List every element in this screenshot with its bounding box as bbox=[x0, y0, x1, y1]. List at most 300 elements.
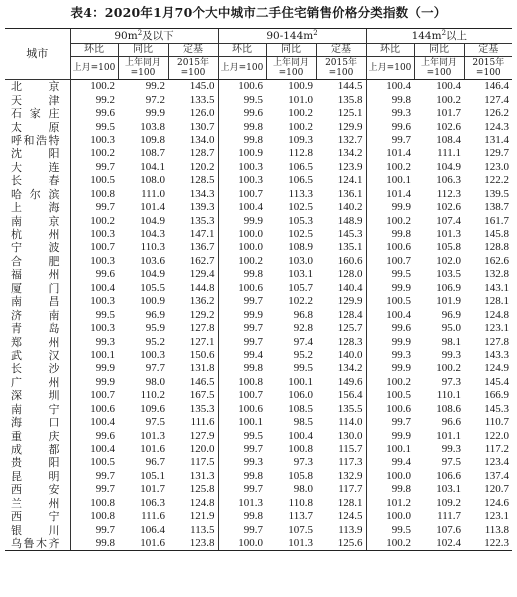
table-row bbox=[5, 322, 512, 335]
header-fixed-base: 定基 bbox=[316, 44, 366, 57]
index-large-yoy-cell: 99.3 bbox=[441, 443, 462, 456]
index-large-mom-cell: 100.1 bbox=[366, 174, 414, 187]
index-large-fixed-cell: 146.4 bbox=[484, 80, 510, 93]
index-medium-yoy-cell: 109.3 bbox=[288, 133, 314, 146]
index-large-mom-cell: 100.1 bbox=[366, 443, 414, 456]
index-medium-fixed-cell: 140.4 bbox=[337, 281, 363, 294]
index-large-mom-cell: 99.5 bbox=[366, 523, 414, 536]
index-small-fixed-cell: 127.1 bbox=[189, 335, 215, 348]
index-small-mom-cell: 100.8 bbox=[70, 497, 118, 510]
index-small-fixed-cell: 125.8 bbox=[189, 483, 215, 496]
index-small-yoy-cell: 111.0 bbox=[141, 187, 165, 200]
index-medium-yoy-cell: 102.2 bbox=[288, 295, 314, 308]
index-small-fixed-cell: 117.5 bbox=[190, 456, 215, 469]
index-small-mom-cell: 100.4 bbox=[70, 416, 118, 429]
index-large-yoy-cell: 104.9 bbox=[436, 160, 462, 173]
index-small-mom-cell: 100.8 bbox=[70, 510, 118, 523]
index-small-yoy-cell: 105.1 bbox=[140, 469, 165, 482]
index-small-yoy-cell: 101.7 bbox=[140, 483, 165, 496]
index-small-mom-cell: 100.2 bbox=[70, 80, 118, 94]
index-small-fixed-cell: 129.2 bbox=[189, 308, 215, 321]
index-small-mom-cell: 100.3 bbox=[70, 255, 118, 268]
index-medium-yoy-cell: 96.8 bbox=[293, 308, 314, 321]
index-medium-fixed-cell: 125.6 bbox=[316, 537, 366, 551]
index-small-yoy-cell: 103.8 bbox=[140, 120, 165, 133]
group-header-large: $144m^2$以上 bbox=[366, 29, 512, 44]
city-name-cell: 沈 阳 bbox=[11, 147, 60, 161]
index-small-mom-cell: 100.3 bbox=[70, 228, 118, 241]
table-row bbox=[5, 255, 512, 268]
index-small-fixed-cell: 131.8 bbox=[189, 362, 215, 375]
table-row bbox=[5, 120, 512, 133]
index-large-yoy-cell: 100.2 bbox=[436, 362, 462, 375]
index-large-fixed-cell: 128.1 bbox=[484, 295, 510, 308]
index-large-yoy-cell: 99.3 bbox=[441, 348, 462, 361]
index-small-mom-cell: 100.1 bbox=[70, 349, 118, 362]
city-column-header: 城市 bbox=[5, 29, 70, 80]
index-medium-fixed-cell: 125.7 bbox=[337, 322, 363, 335]
index-small-yoy-cell: 110.3 bbox=[140, 241, 165, 254]
city-name-cell: 济 南 bbox=[11, 308, 60, 322]
price-index-table bbox=[5, 28, 512, 551]
index-medium-yoy-cell: 105.7 bbox=[288, 281, 314, 294]
index-large-yoy-cell: 101.3 bbox=[436, 228, 462, 241]
index-small-mom-cell: 100.4 bbox=[70, 443, 118, 456]
index-small-yoy-cell: 104.9 bbox=[140, 214, 165, 227]
index-medium-mom-cell: 99.8 bbox=[218, 134, 266, 147]
index-medium-mom-cell: 100.7 bbox=[218, 188, 266, 201]
index-small-yoy-cell: 99.9 bbox=[145, 107, 165, 120]
index-large-fixed-cell: 145.8 bbox=[484, 228, 510, 241]
index-small-fixed-cell: 134.3 bbox=[189, 187, 215, 200]
index-large-yoy-cell: 95.0 bbox=[441, 322, 462, 335]
index-large-fixed-cell: 127.8 bbox=[484, 335, 510, 348]
table-row bbox=[5, 483, 512, 496]
index-large-fixed-cell: 122.2 bbox=[484, 174, 510, 187]
index-small-mom-cell: 100.3 bbox=[70, 322, 118, 335]
index-small-yoy-cell: 105.5 bbox=[140, 281, 165, 294]
index-small-yoy-cell: 97.7 bbox=[145, 362, 165, 375]
index-medium-yoy-cell: 100.1 bbox=[288, 375, 314, 388]
table-row bbox=[5, 510, 512, 523]
index-large-mom-cell: 100.2 bbox=[366, 161, 414, 174]
city-name-cell: 福 州 bbox=[11, 268, 60, 282]
index-medium-mom-cell: 100.0 bbox=[218, 241, 266, 254]
city-name-cell: 合 肥 bbox=[11, 254, 60, 268]
index-medium-yoy-cell: 112.8 bbox=[288, 147, 314, 160]
index-small-mom-cell: 99.7 bbox=[70, 161, 118, 174]
table-row bbox=[5, 161, 512, 174]
table-row bbox=[5, 107, 512, 120]
index-small-mom-cell: 99.3 bbox=[70, 335, 118, 348]
table-row bbox=[5, 497, 512, 510]
index-medium-fixed-cell: 134.2 bbox=[337, 147, 363, 160]
index-medium-yoy-cell: 97.4 bbox=[293, 335, 314, 348]
city-name-cell: 昆 明 bbox=[11, 469, 60, 483]
table-row bbox=[5, 228, 512, 241]
index-large-mom-cell: 100.2 bbox=[366, 214, 414, 227]
index-small-yoy-cell: 108.7 bbox=[140, 147, 165, 160]
index-medium-mom-cell: 99.7 bbox=[218, 483, 266, 496]
city-name-cell: 贵 阳 bbox=[11, 456, 60, 470]
table-row bbox=[5, 537, 512, 551]
table-row bbox=[5, 389, 512, 402]
header-yoy: 同比 bbox=[118, 44, 168, 57]
index-medium-yoy-cell: 106.5 bbox=[288, 174, 314, 187]
index-medium-yoy-cell: 103.0 bbox=[288, 254, 314, 267]
basis-yoy: 上年同月=100 bbox=[414, 57, 464, 80]
index-medium-fixed-cell: 135.8 bbox=[337, 93, 363, 106]
index-small-mom-cell: 99.6 bbox=[70, 107, 118, 120]
index-small-fixed-cell: 144.8 bbox=[189, 281, 215, 294]
index-small-mom-cell: 100.3 bbox=[70, 134, 118, 147]
index-medium-mom-cell: 100.6 bbox=[218, 282, 266, 295]
index-small-yoy-cell: 103.6 bbox=[140, 254, 165, 267]
city-name-cell: 太 原 bbox=[11, 120, 60, 134]
index-small-mom-cell: 99.6 bbox=[70, 268, 118, 281]
index-small-yoy-cell: 104.3 bbox=[140, 228, 165, 241]
index-large-fixed-cell: 123.0 bbox=[484, 160, 510, 173]
index-small-mom-cell: 99.8 bbox=[70, 537, 118, 551]
index-large-yoy-cell: 110.1 bbox=[436, 389, 462, 402]
index-large-mom-cell: 101.4 bbox=[366, 188, 414, 201]
index-medium-mom-cell: 99.7 bbox=[218, 322, 266, 335]
index-large-mom-cell: 99.9 bbox=[366, 282, 414, 295]
city-name-cell: 南 宁 bbox=[11, 402, 60, 416]
city-name-cell: 乌鲁木齐 bbox=[5, 537, 70, 551]
index-medium-mom-cell: 100.6 bbox=[218, 403, 266, 416]
city-name-cell: 成 都 bbox=[11, 443, 60, 457]
basis-fixed: 2015年=100 bbox=[464, 57, 512, 80]
index-medium-mom-cell: 99.9 bbox=[218, 308, 266, 321]
index-medium-yoy-cell: 92.8 bbox=[293, 322, 314, 335]
index-medium-yoy-cell: 113.7 bbox=[288, 510, 314, 523]
index-large-mom-cell: 99.6 bbox=[366, 322, 414, 335]
index-small-mom-cell: 99.7 bbox=[70, 483, 118, 496]
index-large-fixed-cell: 145.4 bbox=[484, 375, 510, 388]
index-medium-fixed-cell: 132.9 bbox=[337, 469, 363, 482]
index-small-fixed-cell: 128.5 bbox=[189, 174, 215, 187]
index-large-yoy-cell: 108.6 bbox=[436, 402, 462, 415]
index-small-yoy-cell: 100.9 bbox=[140, 295, 165, 308]
index-small-fixed-cell: 111.6 bbox=[190, 416, 215, 429]
city-name-cell: 上 海 bbox=[11, 201, 60, 215]
city-name-cell: 北 京 bbox=[11, 80, 60, 94]
index-medium-mom-cell: 99.8 bbox=[218, 510, 266, 523]
index-medium-fixed-cell: 113.9 bbox=[338, 523, 363, 536]
basis-fixed: 2015年=100 bbox=[168, 57, 218, 80]
index-small-mom-cell: 99.9 bbox=[70, 362, 118, 375]
index-small-yoy-cell: 96.7 bbox=[145, 456, 165, 469]
index-large-fixed-cell: 124.3 bbox=[484, 120, 510, 133]
city-name-cell: 天 津 bbox=[11, 93, 60, 107]
table-row bbox=[5, 523, 512, 536]
index-large-yoy-cell: 101.9 bbox=[436, 295, 462, 308]
table-row bbox=[5, 416, 512, 429]
index-medium-fixed-cell: 128.4 bbox=[337, 308, 363, 321]
index-medium-yoy-cell: 100.8 bbox=[288, 443, 314, 456]
index-large-yoy-cell: 109.2 bbox=[436, 496, 462, 509]
index-medium-mom-cell: 99.9 bbox=[218, 214, 266, 227]
index-medium-mom-cell: 99.8 bbox=[218, 120, 266, 133]
index-small-yoy-cell: 106.3 bbox=[140, 496, 165, 509]
index-medium-mom-cell: 100.0 bbox=[218, 537, 266, 551]
table-row bbox=[5, 93, 512, 106]
index-medium-fixed-cell: 135.5 bbox=[337, 402, 363, 415]
index-large-yoy-cell: 103.1 bbox=[436, 483, 462, 496]
index-medium-mom-cell: 99.5 bbox=[218, 429, 266, 442]
index-medium-yoy-cell: 98.5 bbox=[293, 416, 314, 429]
basis-mom: 上月=100 bbox=[366, 57, 414, 80]
index-medium-fixed-cell: 160.6 bbox=[337, 254, 363, 267]
index-large-fixed-cell: 110.7 bbox=[484, 416, 510, 429]
index-medium-mom-cell: 100.2 bbox=[218, 255, 266, 268]
index-small-yoy-cell: 108.0 bbox=[140, 174, 165, 187]
index-medium-yoy-cell: 106.0 bbox=[288, 389, 314, 402]
index-medium-mom-cell: 99.7 bbox=[218, 335, 266, 348]
index-small-mom-cell: 100.5 bbox=[70, 174, 118, 187]
index-small-fixed-cell: 150.6 bbox=[189, 348, 215, 361]
city-name-cell: 重 庆 bbox=[11, 429, 60, 443]
city-name-cell: 呼和浩特 bbox=[11, 133, 60, 147]
city-name-cell: 郑 州 bbox=[11, 335, 60, 349]
index-small-mom-cell: 100.7 bbox=[70, 241, 118, 254]
index-large-mom-cell: 100.6 bbox=[366, 241, 414, 254]
index-small-mom-cell: 99.6 bbox=[70, 429, 118, 442]
city-name-cell: 宁 波 bbox=[11, 241, 60, 255]
city-name-cell: 青 岛 bbox=[11, 322, 60, 336]
index-large-fixed-cell: 131.4 bbox=[484, 133, 510, 146]
index-large-yoy-cell: 102.6 bbox=[436, 120, 462, 133]
index-large-fixed-cell: 117.2 bbox=[484, 443, 510, 456]
index-small-mom-cell: 99.5 bbox=[70, 120, 118, 133]
city-name-cell: 深 圳 bbox=[11, 389, 60, 403]
index-large-yoy-cell: 102.6 bbox=[436, 201, 462, 214]
index-large-yoy-cell: 106.9 bbox=[436, 281, 462, 294]
table-row bbox=[5, 403, 512, 416]
index-large-fixed-cell: 124.6 bbox=[484, 496, 510, 509]
header-yoy: 同比 bbox=[266, 44, 316, 57]
index-small-fixed-cell: 123.8 bbox=[168, 537, 218, 551]
city-name-cell: 杭 州 bbox=[11, 228, 60, 242]
index-large-mom-cell: 100.7 bbox=[366, 255, 414, 268]
index-large-fixed-cell: 122.0 bbox=[484, 429, 510, 442]
index-medium-mom-cell: 100.8 bbox=[218, 376, 266, 389]
index-small-mom-cell: 99.7 bbox=[70, 470, 118, 483]
header-mom: 环比 bbox=[366, 44, 414, 57]
index-large-mom-cell: 100.0 bbox=[366, 510, 414, 523]
index-small-yoy-cell: 97.5 bbox=[145, 416, 165, 429]
index-medium-yoy-cell: 102.5 bbox=[288, 228, 314, 241]
index-medium-yoy-cell: 106.5 bbox=[288, 160, 314, 173]
city-name-cell: 石 家 庄 bbox=[11, 107, 60, 121]
index-large-mom-cell: 99.5 bbox=[366, 268, 414, 281]
index-medium-fixed-cell: 114.0 bbox=[338, 416, 363, 429]
index-medium-fixed-cell: 129.9 bbox=[337, 295, 363, 308]
index-small-yoy-cell: 111.6 bbox=[141, 510, 165, 523]
index-large-fixed-cell: 139.5 bbox=[484, 187, 510, 200]
index-medium-fixed-cell: 140.2 bbox=[337, 201, 363, 214]
table-row bbox=[5, 214, 512, 227]
index-small-fixed-cell: 139.3 bbox=[189, 201, 215, 214]
index-small-yoy-cell: 106.4 bbox=[140, 523, 165, 536]
index-medium-mom-cell: 100.7 bbox=[218, 389, 266, 402]
index-large-yoy-cell: 101.1 bbox=[436, 429, 462, 442]
index-large-fixed-cell: 123.4 bbox=[484, 456, 510, 469]
index-small-yoy-cell: 104.9 bbox=[140, 268, 165, 281]
index-medium-yoy-cell: 101.0 bbox=[288, 93, 314, 106]
city-name-cell: 银 川 bbox=[11, 523, 60, 537]
index-large-fixed-cell: 143.1 bbox=[484, 281, 510, 294]
city-name-cell: 西 安 bbox=[11, 483, 60, 497]
index-large-fixed-cell: 128.8 bbox=[484, 241, 510, 254]
index-large-fixed-cell: 123.1 bbox=[484, 510, 510, 523]
index-small-yoy-cell: 101.6 bbox=[140, 443, 165, 456]
index-large-mom-cell: 100.4 bbox=[366, 80, 414, 94]
index-large-fixed-cell: 138.7 bbox=[484, 201, 510, 214]
table-row bbox=[5, 429, 512, 442]
index-large-fixed-cell: 145.3 bbox=[484, 402, 510, 415]
index-small-fixed-cell: 127.8 bbox=[189, 322, 215, 335]
index-large-mom-cell: 101.2 bbox=[366, 497, 414, 510]
index-large-yoy-cell: 97.5 bbox=[441, 456, 462, 469]
index-medium-fixed-cell: 156.4 bbox=[337, 389, 363, 402]
index-medium-mom-cell: 99.6 bbox=[218, 107, 266, 120]
table-row bbox=[5, 295, 512, 308]
index-medium-yoy-cell: 108.9 bbox=[288, 241, 314, 254]
index-medium-mom-cell: 100.9 bbox=[218, 147, 266, 160]
index-large-fixed-cell: 123.1 bbox=[484, 322, 510, 335]
header-mom: 环比 bbox=[70, 44, 118, 57]
index-small-fixed-cell: 131.3 bbox=[189, 469, 215, 482]
index-small-yoy-cell: 101.6 bbox=[118, 537, 168, 551]
index-large-yoy-cell: 105.8 bbox=[436, 241, 462, 254]
index-large-mom-cell: 99.9 bbox=[366, 429, 414, 442]
index-large-mom-cell: 100.2 bbox=[366, 376, 414, 389]
city-name-cell: 广 州 bbox=[11, 375, 60, 389]
index-small-fixed-cell: 133.5 bbox=[189, 93, 215, 106]
index-large-mom-cell: 99.6 bbox=[366, 120, 414, 133]
index-medium-fixed-cell: 135.1 bbox=[337, 241, 363, 254]
table-row bbox=[5, 174, 512, 187]
index-small-yoy-cell: 110.2 bbox=[140, 389, 165, 402]
basis-mom: 上月=100 bbox=[218, 57, 266, 80]
index-medium-mom-cell: 100.6 bbox=[218, 80, 266, 94]
index-small-fixed-cell: 128.7 bbox=[189, 147, 215, 160]
index-small-mom-cell: 99.7 bbox=[70, 523, 118, 536]
index-large-yoy-cell: 100.4 bbox=[436, 80, 462, 93]
index-medium-fixed-cell: 145.3 bbox=[337, 228, 363, 241]
index-large-fixed-cell: 124.9 bbox=[484, 362, 510, 375]
index-small-yoy-cell: 95.9 bbox=[145, 322, 165, 335]
basis-mom: 上月=100 bbox=[70, 57, 118, 80]
index-medium-fixed-cell: 125.1 bbox=[337, 107, 363, 120]
index-medium-fixed-cell: 132.7 bbox=[337, 133, 363, 146]
index-large-mom-cell: 99.9 bbox=[366, 362, 414, 375]
index-medium-yoy-cell: 105.3 bbox=[288, 214, 314, 227]
index-large-yoy-cell: 101.7 bbox=[436, 107, 462, 120]
index-medium-mom-cell: 99.7 bbox=[218, 295, 266, 308]
index-large-yoy-cell: 107.4 bbox=[436, 214, 462, 227]
city-name-cell: 南 昌 bbox=[11, 295, 60, 309]
index-medium-yoy-cell: 99.5 bbox=[293, 362, 314, 375]
index-large-yoy-cell: 97.3 bbox=[441, 375, 462, 388]
index-medium-fixed-cell: 124.1 bbox=[337, 174, 363, 187]
index-large-mom-cell: 100.2 bbox=[366, 537, 414, 551]
index-small-yoy-cell: 101.3 bbox=[140, 429, 165, 442]
index-small-fixed-cell: 146.5 bbox=[189, 375, 215, 388]
index-small-fixed-cell: 121.9 bbox=[189, 510, 215, 523]
index-small-yoy-cell: 104.1 bbox=[140, 160, 165, 173]
index-small-yoy-cell: 97.2 bbox=[145, 93, 165, 106]
index-small-mom-cell: 99.7 bbox=[70, 201, 118, 214]
index-small-yoy-cell: 109.6 bbox=[140, 402, 165, 415]
index-medium-fixed-cell: 140.0 bbox=[337, 348, 363, 361]
index-medium-yoy-cell: 105.8 bbox=[288, 469, 314, 482]
index-large-mom-cell: 100.0 bbox=[366, 470, 414, 483]
index-large-yoy-cell: 100.2 bbox=[436, 93, 462, 106]
table-row bbox=[5, 147, 512, 160]
group-header-small: $90m^2$及以下 bbox=[70, 29, 218, 44]
index-large-fixed-cell: 124.8 bbox=[484, 308, 510, 321]
basis-fixed: 2015年=100 bbox=[316, 57, 366, 80]
city-name-cell: 西 宁 bbox=[11, 510, 60, 524]
table-row bbox=[5, 282, 512, 295]
index-medium-fixed-cell: 148.9 bbox=[337, 214, 363, 227]
table-row bbox=[5, 241, 512, 254]
table-row bbox=[5, 349, 512, 362]
index-medium-fixed-cell: 128.1 bbox=[337, 496, 363, 509]
index-large-fixed-cell: 129.7 bbox=[484, 147, 510, 160]
header-fixed-base: 定基 bbox=[168, 44, 218, 57]
index-medium-yoy-cell: 107.5 bbox=[288, 523, 314, 536]
index-large-yoy-cell: 108.4 bbox=[436, 133, 462, 146]
index-medium-fixed-cell: 115.7 bbox=[338, 443, 363, 456]
index-medium-fixed-cell: 128.0 bbox=[337, 268, 363, 281]
index-small-fixed-cell: 129.4 bbox=[189, 268, 215, 281]
table-row bbox=[5, 268, 512, 281]
index-medium-mom-cell: 99.4 bbox=[218, 349, 266, 362]
index-large-yoy-cell: 111.1 bbox=[437, 147, 462, 160]
index-medium-mom-cell: 100.3 bbox=[218, 174, 266, 187]
index-large-fixed-cell: 166.9 bbox=[484, 389, 510, 402]
index-medium-mom-cell: 100.0 bbox=[218, 228, 266, 241]
index-medium-yoy-cell: 108.5 bbox=[288, 402, 314, 415]
city-name-cell: 哈 尔 滨 bbox=[11, 187, 60, 201]
index-medium-fixed-cell: 149.6 bbox=[337, 375, 363, 388]
index-small-mom-cell: 100.8 bbox=[70, 188, 118, 201]
index-small-fixed-cell: 130.7 bbox=[189, 120, 215, 133]
table-row bbox=[5, 362, 512, 375]
index-medium-mom-cell: 99.7 bbox=[218, 523, 266, 536]
index-large-mom-cell: 101.4 bbox=[366, 147, 414, 160]
index-large-fixed-cell: 162.6 bbox=[484, 254, 510, 267]
index-medium-yoy-cell: 100.9 bbox=[288, 80, 314, 93]
table-title: 表4：2020年1月70个大中城市二手住宅销售价格分类指数（一） bbox=[70, 5, 447, 20]
index-large-mom-cell: 99.7 bbox=[366, 416, 414, 429]
index-medium-mom-cell: 99.8 bbox=[218, 470, 266, 483]
index-large-mom-cell: 99.9 bbox=[366, 201, 414, 214]
index-small-mom-cell: 100.3 bbox=[70, 295, 118, 308]
index-large-yoy-cell: 102.4 bbox=[414, 537, 464, 551]
index-large-fixed-cell: 126.2 bbox=[484, 107, 510, 120]
index-medium-yoy-cell: 110.8 bbox=[288, 496, 314, 509]
table-row bbox=[5, 456, 512, 469]
city-name-cell: 南 京 bbox=[11, 214, 60, 228]
index-small-fixed-cell: 135.3 bbox=[189, 214, 215, 227]
index-large-fixed-cell: 122.3 bbox=[464, 537, 512, 551]
index-medium-mom-cell: 99.8 bbox=[218, 362, 266, 375]
